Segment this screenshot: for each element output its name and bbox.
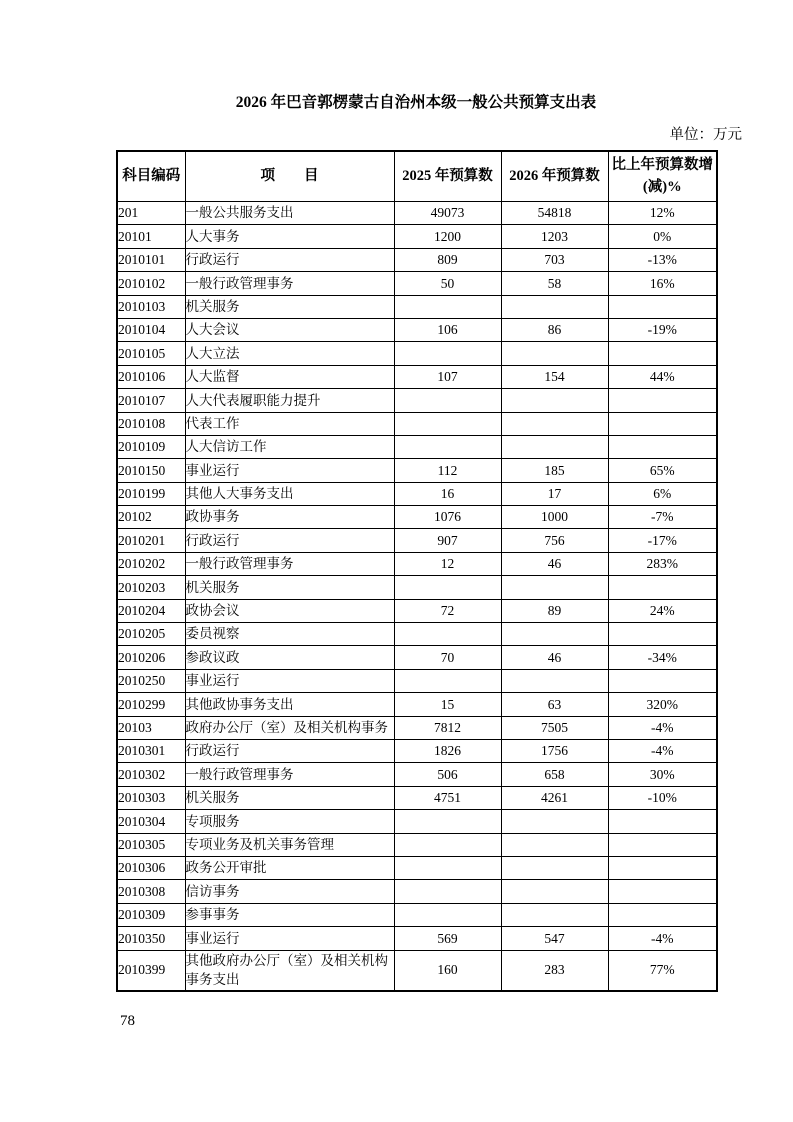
cell-item: 事业运行 — [185, 459, 394, 482]
cell-budget-2025: 72 — [394, 599, 501, 622]
cell-subject-code: 2010107 — [117, 389, 185, 412]
table-row — [117, 295, 717, 318]
cell-subject-code: 2010202 — [117, 552, 185, 575]
cell-item: 人大事务 — [185, 225, 394, 248]
cell-budget-2025 — [394, 833, 501, 856]
cell-budget-2025 — [394, 669, 501, 692]
cell-budget-2025: 1076 — [394, 506, 501, 529]
cell-subject-code: 2010206 — [117, 646, 185, 669]
cell-budget-2026: 7505 — [501, 716, 608, 739]
cell-item: 人大监督 — [185, 365, 394, 388]
cell-item: 其他政府办公厅（室）及相关机构事务支出 — [185, 950, 394, 991]
cell-budget-2025: 112 — [394, 459, 501, 482]
cell-budget-2026: 756 — [501, 529, 608, 552]
cell-budget-2025: 569 — [394, 927, 501, 950]
cell-subject-code: 2010250 — [117, 669, 185, 692]
cell-budget-2025 — [394, 295, 501, 318]
cell-budget-2026: 89 — [501, 599, 608, 622]
cell-budget-2026 — [501, 576, 608, 599]
table-row — [117, 412, 717, 435]
table-row — [117, 225, 717, 248]
cell-budget-2025 — [394, 856, 501, 879]
table-row — [117, 646, 717, 669]
cell-change-pct — [608, 295, 717, 318]
cell-subject-code: 2010299 — [117, 693, 185, 716]
cell-budget-2026: 54818 — [501, 202, 608, 225]
table-row — [117, 927, 717, 950]
cell-budget-2025: 107 — [394, 365, 501, 388]
cell-change-pct — [608, 880, 717, 903]
cell-item: 专项服务 — [185, 810, 394, 833]
cell-item: 参事事务 — [185, 903, 394, 926]
cell-item: 一般行政管理事务 — [185, 763, 394, 786]
cell-change-pct — [608, 810, 717, 833]
cell-change-pct: -7% — [608, 506, 717, 529]
cell-change-pct: 283% — [608, 552, 717, 575]
cell-budget-2026 — [501, 342, 608, 365]
cell-subject-code: 2010303 — [117, 786, 185, 809]
cell-budget-2026: 1203 — [501, 225, 608, 248]
cell-subject-code: 2010201 — [117, 529, 185, 552]
table-row — [117, 389, 717, 412]
cell-budget-2025 — [394, 576, 501, 599]
cell-budget-2026: 1756 — [501, 739, 608, 762]
cell-subject-code: 2010309 — [117, 903, 185, 926]
cell-subject-code: 2010302 — [117, 763, 185, 786]
cell-budget-2026: 154 — [501, 365, 608, 388]
cell-subject-code: 2010306 — [117, 856, 185, 879]
cell-subject-code: 2010203 — [117, 576, 185, 599]
cell-change-pct — [608, 856, 717, 879]
cell-budget-2026: 547 — [501, 927, 608, 950]
cell-subject-code: 2010399 — [117, 950, 185, 991]
cell-budget-2026 — [501, 833, 608, 856]
table-row — [117, 342, 717, 365]
table-row — [117, 786, 717, 809]
table-row — [117, 833, 717, 856]
cell-budget-2026: 185 — [501, 459, 608, 482]
cell-change-pct — [608, 435, 717, 458]
table-row — [117, 599, 717, 622]
cell-budget-2026: 658 — [501, 763, 608, 786]
cell-change-pct — [608, 903, 717, 926]
cell-change-pct: 6% — [608, 482, 717, 505]
cell-change-pct — [608, 389, 717, 412]
cell-change-pct: -4% — [608, 739, 717, 762]
cell-subject-code: 201 — [117, 202, 185, 225]
cell-budget-2025 — [394, 903, 501, 926]
cell-subject-code: 2010102 — [117, 272, 185, 295]
cell-budget-2026 — [501, 623, 608, 646]
table-row — [117, 318, 717, 341]
cell-budget-2026: 63 — [501, 693, 608, 716]
cell-item: 代表工作 — [185, 412, 394, 435]
cell-item: 专项业务及机关事务管理 — [185, 833, 394, 856]
table-row — [117, 716, 717, 739]
column-header-subject-code: 科目编码 — [117, 151, 185, 202]
cell-budget-2026: 46 — [501, 646, 608, 669]
cell-budget-2025: 16 — [394, 482, 501, 505]
cell-budget-2026 — [501, 669, 608, 692]
cell-item: 行政运行 — [185, 248, 394, 271]
cell-budget-2025: 70 — [394, 646, 501, 669]
cell-budget-2025: 15 — [394, 693, 501, 716]
cell-budget-2026: 46 — [501, 552, 608, 575]
cell-item: 事业运行 — [185, 927, 394, 950]
cell-budget-2026: 1000 — [501, 506, 608, 529]
cell-subject-code: 2010199 — [117, 482, 185, 505]
cell-budget-2026: 86 — [501, 318, 608, 341]
cell-budget-2025: 1826 — [394, 739, 501, 762]
cell-subject-code: 2010105 — [117, 342, 185, 365]
table-row — [117, 623, 717, 646]
column-header-item: 项 目 — [185, 151, 394, 202]
page-number: 78 — [120, 1013, 135, 1029]
table-row — [117, 856, 717, 879]
cell-subject-code: 2010104 — [117, 318, 185, 341]
table-row — [117, 739, 717, 762]
cell-change-pct: 24% — [608, 599, 717, 622]
cell-item: 委员视察 — [185, 623, 394, 646]
cell-budget-2026 — [501, 295, 608, 318]
cell-budget-2025: 12 — [394, 552, 501, 575]
cell-budget-2025 — [394, 623, 501, 646]
cell-budget-2025 — [394, 435, 501, 458]
cell-change-pct: -4% — [608, 927, 717, 950]
cell-change-pct — [608, 623, 717, 646]
cell-budget-2025 — [394, 412, 501, 435]
cell-budget-2025: 7812 — [394, 716, 501, 739]
cell-change-pct — [608, 669, 717, 692]
cell-budget-2025 — [394, 342, 501, 365]
budget-table — [116, 150, 718, 992]
table-row — [117, 435, 717, 458]
cell-budget-2025: 49073 — [394, 202, 501, 225]
cell-item: 一般行政管理事务 — [185, 272, 394, 295]
table-row — [117, 459, 717, 482]
cell-budget-2025 — [394, 880, 501, 903]
table-row — [117, 202, 717, 225]
cell-item: 参政议政 — [185, 646, 394, 669]
cell-item: 事业运行 — [185, 669, 394, 692]
cell-item: 行政运行 — [185, 529, 394, 552]
cell-subject-code: 2010350 — [117, 927, 185, 950]
table-row — [117, 576, 717, 599]
cell-change-pct: 44% — [608, 365, 717, 388]
cell-subject-code: 2010305 — [117, 833, 185, 856]
column-header-budget-2025: 2025 年预算数 — [394, 151, 501, 202]
cell-change-pct: -13% — [608, 248, 717, 271]
cell-budget-2026: 283 — [501, 950, 608, 991]
table-row — [117, 552, 717, 575]
table-header — [117, 151, 717, 202]
table-row — [117, 903, 717, 926]
cell-item: 人大代表履职能力提升 — [185, 389, 394, 412]
cell-budget-2026 — [501, 880, 608, 903]
cell-subject-code: 2010103 — [117, 295, 185, 318]
cell-change-pct: 12% — [608, 202, 717, 225]
cell-item: 政协会议 — [185, 599, 394, 622]
cell-budget-2025: 106 — [394, 318, 501, 341]
column-header-change-pct: 比上年预算数增(减)% — [608, 151, 717, 202]
cell-subject-code: 20102 — [117, 506, 185, 529]
cell-subject-code: 2010150 — [117, 459, 185, 482]
cell-budget-2025 — [394, 810, 501, 833]
cell-subject-code: 20103 — [117, 716, 185, 739]
cell-subject-code: 2010204 — [117, 599, 185, 622]
cell-change-pct: 30% — [608, 763, 717, 786]
cell-budget-2025: 160 — [394, 950, 501, 991]
cell-item: 行政运行 — [185, 739, 394, 762]
cell-item: 一般行政管理事务 — [185, 552, 394, 575]
cell-budget-2026: 58 — [501, 272, 608, 295]
table-row — [117, 248, 717, 271]
cell-budget-2026: 703 — [501, 248, 608, 271]
cell-item: 一般公共服务支出 — [185, 202, 394, 225]
cell-budget-2026 — [501, 903, 608, 926]
cell-item: 人大立法 — [185, 342, 394, 365]
cell-change-pct: 77% — [608, 950, 717, 991]
cell-subject-code: 2010109 — [117, 435, 185, 458]
cell-budget-2026 — [501, 810, 608, 833]
cell-budget-2026 — [501, 389, 608, 412]
cell-budget-2026 — [501, 856, 608, 879]
cell-item: 其他政协事务支出 — [185, 693, 394, 716]
table-row — [117, 669, 717, 692]
cell-subject-code: 20101 — [117, 225, 185, 248]
cell-budget-2025: 809 — [394, 248, 501, 271]
cell-budget-2026: 17 — [501, 482, 608, 505]
cell-item: 政协事务 — [185, 506, 394, 529]
cell-change-pct — [608, 342, 717, 365]
cell-change-pct — [608, 412, 717, 435]
cell-subject-code: 2010308 — [117, 880, 185, 903]
table-row — [117, 880, 717, 903]
cell-change-pct: 320% — [608, 693, 717, 716]
cell-change-pct: -4% — [608, 716, 717, 739]
table-row — [117, 950, 717, 991]
table-row — [117, 810, 717, 833]
cell-budget-2025: 50 — [394, 272, 501, 295]
cell-budget-2025: 4751 — [394, 786, 501, 809]
cell-change-pct: -19% — [608, 318, 717, 341]
cell-budget-2025 — [394, 389, 501, 412]
cell-change-pct: 16% — [608, 272, 717, 295]
cell-change-pct: -10% — [608, 786, 717, 809]
cell-subject-code: 2010205 — [117, 623, 185, 646]
cell-item: 人大会议 — [185, 318, 394, 341]
cell-change-pct — [608, 833, 717, 856]
table-body — [117, 202, 717, 991]
cell-item: 信访事务 — [185, 880, 394, 903]
cell-subject-code: 2010301 — [117, 739, 185, 762]
cell-subject-code: 2010106 — [117, 365, 185, 388]
cell-item: 政府办公厅（室）及相关机构事务 — [185, 716, 394, 739]
page-title: 2026 年巴音郭楞蒙古自治州本级一般公共预算支出表 — [235, 94, 597, 111]
table-row — [117, 506, 717, 529]
table-row — [117, 365, 717, 388]
cell-budget-2025: 506 — [394, 763, 501, 786]
cell-item: 其他人大事务支出 — [185, 482, 394, 505]
table-row — [117, 763, 717, 786]
cell-item: 机关服务 — [185, 295, 394, 318]
cell-budget-2025: 907 — [394, 529, 501, 552]
cell-subject-code: 2010304 — [117, 810, 185, 833]
cell-subject-code: 2010108 — [117, 412, 185, 435]
cell-change-pct — [608, 576, 717, 599]
cell-item: 政务公开审批 — [185, 856, 394, 879]
table-row — [117, 693, 717, 716]
cell-budget-2025: 1200 — [394, 225, 501, 248]
column-header-budget-2026: 2026 年预算数 — [501, 151, 608, 202]
table-row — [117, 272, 717, 295]
cell-change-pct: -17% — [608, 529, 717, 552]
cell-budget-2026 — [501, 412, 608, 435]
document-content — [116, 0, 742, 992]
cell-item: 机关服务 — [185, 576, 394, 599]
unit-label: 单位：万元 — [669, 127, 742, 143]
cell-item: 机关服务 — [185, 786, 394, 809]
cell-change-pct: -34% — [608, 646, 717, 669]
cell-subject-code: 2010101 — [117, 248, 185, 271]
cell-budget-2026 — [501, 435, 608, 458]
table-row — [117, 529, 717, 552]
cell-change-pct: 65% — [608, 459, 717, 482]
cell-change-pct: 0% — [608, 225, 717, 248]
cell-budget-2026: 4261 — [501, 786, 608, 809]
table-row — [117, 482, 717, 505]
cell-item: 人大信访工作 — [185, 435, 394, 458]
header-row — [117, 151, 717, 202]
